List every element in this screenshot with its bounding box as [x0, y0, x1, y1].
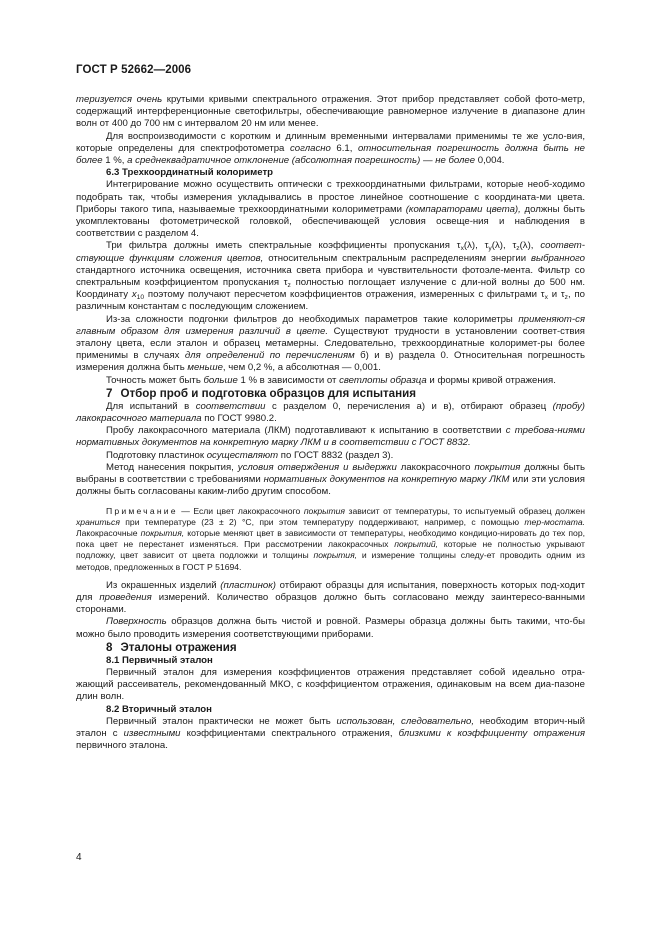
paragraph: Пробу лакокрасочного материала (ЛКМ) подготавливают к испытанию в соответствии с требова-ниями нормативных документов на конкретную марку ЛКМ и в соответствии с ГОСТ 8832. [76, 425, 585, 449]
section-heading-8-1: 8.1 Первичный эталон [106, 654, 213, 666]
paragraph: Метод нанесения покрытия, условия отверждения и выдержки лакокрасочного покрытия должны быть выбраны в соответствии с требованиями нормативных документов на конкретную марку ЛКМ или эти условия должны быть согласованы каким-либо другим способом. [76, 461, 585, 498]
paragraph: Из-за сложности подгонки фильтров до необходимых параметров такие колориметры применяют-ся главным образом для измерения различий в цвете. Существуют трудности в установлении соответ-ствия эталону цвета, если эталон и образец метамерны. Следовательно, трехкоординатные колоримет-ры более применимы в случаях для определений по перечислениям б) и в) раздела 0. Относительная погрешность измерения должна быть меньше, чем 0,2 %, а абсолютная — 0,001. [76, 313, 585, 374]
note: Примечание — Если цвет лакокрасочного покрытия зависит от температуры, то испытуемый образец должен храниться при температуре (23 ± 2) °С, при этом температуру поддерживают, например, с помощью тер-мостата. Лакокрасочные покрытия, которые меняют цвет в зависимости от температуры, необходимо кондицио-нировать до тех пор, пока цвет не перестанет изменяться. При рассмотрении лакокрасочных покрытий, которые не полностью укрывают подложку, цвет зависит от цвета подложки и толщины покрытия, и измерение толщины следу-ет проводить одним из методов, предложенных в ГОСТ Р 51694. [76, 505, 586, 572]
document-body [76, 94, 585, 752]
paragraph: Точность может быть больше 1 % в зависимости от светлоты образца и формы кривой отражения. [106, 374, 556, 386]
paragraph: Интегрирование можно осуществить оптически с трехкоординатными фильтрами, которые необ-ходимо подобрать так, чтобы измерения укладывались в простое линейное соотношение с координата-ми цвета. Приборы такого типа, называемые трехкоординатными колориметрами (компараторами цвета), должны быть укомплектованы фотометрической головкой, обеспечивающей условия освеще-ния и наблюдения в соответствии с разделом 4. [76, 179, 586, 240]
paragraph: Поверхность образцов должна быть чистой и ровной. Размеры образца должны быть такими, что-бы можно было проводить измерения соответствующими приборами. [76, 616, 585, 640]
paragraph: Три фильтра должны иметь спектральные коэффициенты пропускания $\tau_x(\lambda)$, $\tau_y(\lambda)$, $\tau_z(\lambda)$, соответ-ствующие функциям сложения цветов, относительным спектральным распределениям энергии выбранного стандартного источника освещения, источника света прибора и чувствительности фотоэле-мента. Фильтр со спектральным коэффициентом пропускания $\tau_z$ полностью поглощает излучение с дли-ной волны до 500 нм. Координату $x_{10}$ поэтому получают пересчетом коэффициентов отражения, измеренных с фильтрами $\tau_x$ и $\tau_z$, по различным константам с последующим сложением. [76, 240, 585, 313]
note-label: Примечание [106, 505, 178, 516]
paragraph: Подготовку пластинок осуществляют по ГОСТ 8832 (раздел 3). [106, 449, 394, 461]
paragraph: Для испытаний в соответствии с разделом 0, перечисления а) и в), отбирают образец (пробу) лакокрасочного материала по ГОСТ 9980.2. [76, 400, 585, 425]
paragraph: Для воспроизводимости с коротким и длинным временными интервалами применимы те же усло-вия, которые определены для спектрофотометра согласно 6.1, относительная погрешность должна быть не более 1 %, а среднеквадратичное отклонение (абсолютная погрешность) — не более 0,004. [76, 130, 585, 167]
document-header: ГОСТ Р 52662—2006 [76, 64, 192, 76]
paragraph: теризуется очень крутыми кривыми спектрального отражения. Этот прибор представляет собой фото-метр, содержащий интерференционные светофильтры, обеспечивающие равномерное излучение в диапазоне длин волн от 400 до 700 нм с интервалом 20 нм или менее. [76, 94, 585, 130]
paragraph: Из окрашенных изделий (пластинок) отбирают образцы для испытания, поверхность которых под-ходит для проведения измерений. Количество образцов должно быть согласовано между заинтересо-ванными сторонами. [76, 579, 586, 616]
section-heading-8: 8 Эталоны отражения [106, 640, 237, 654]
section-heading-8-2: 8.2 Вторичный эталон [106, 703, 212, 715]
paragraph: Первичный эталон практически не может быть использован, следовательно, необходим вторич-ный эталон с известными коэффициентами спектрального отражения, близкими к коэффициенту отражения первичного эталона. [76, 715, 585, 752]
section-heading-6-3: 6.3 Трехкоординатный колориметр [106, 167, 274, 179]
page-number: 4 [76, 852, 82, 863]
paragraph: Первичный эталон для измерения коэффициентов отражения представляет собой идеально отра-жающий рассеиватель, рекомендованный МКО, с коэффициентом отражения, одинаковым на всем диа-пазоне длин волн. [76, 666, 585, 703]
section-heading-7: 7 Отбор проб и подготовка образцов для испытания [106, 386, 417, 400]
